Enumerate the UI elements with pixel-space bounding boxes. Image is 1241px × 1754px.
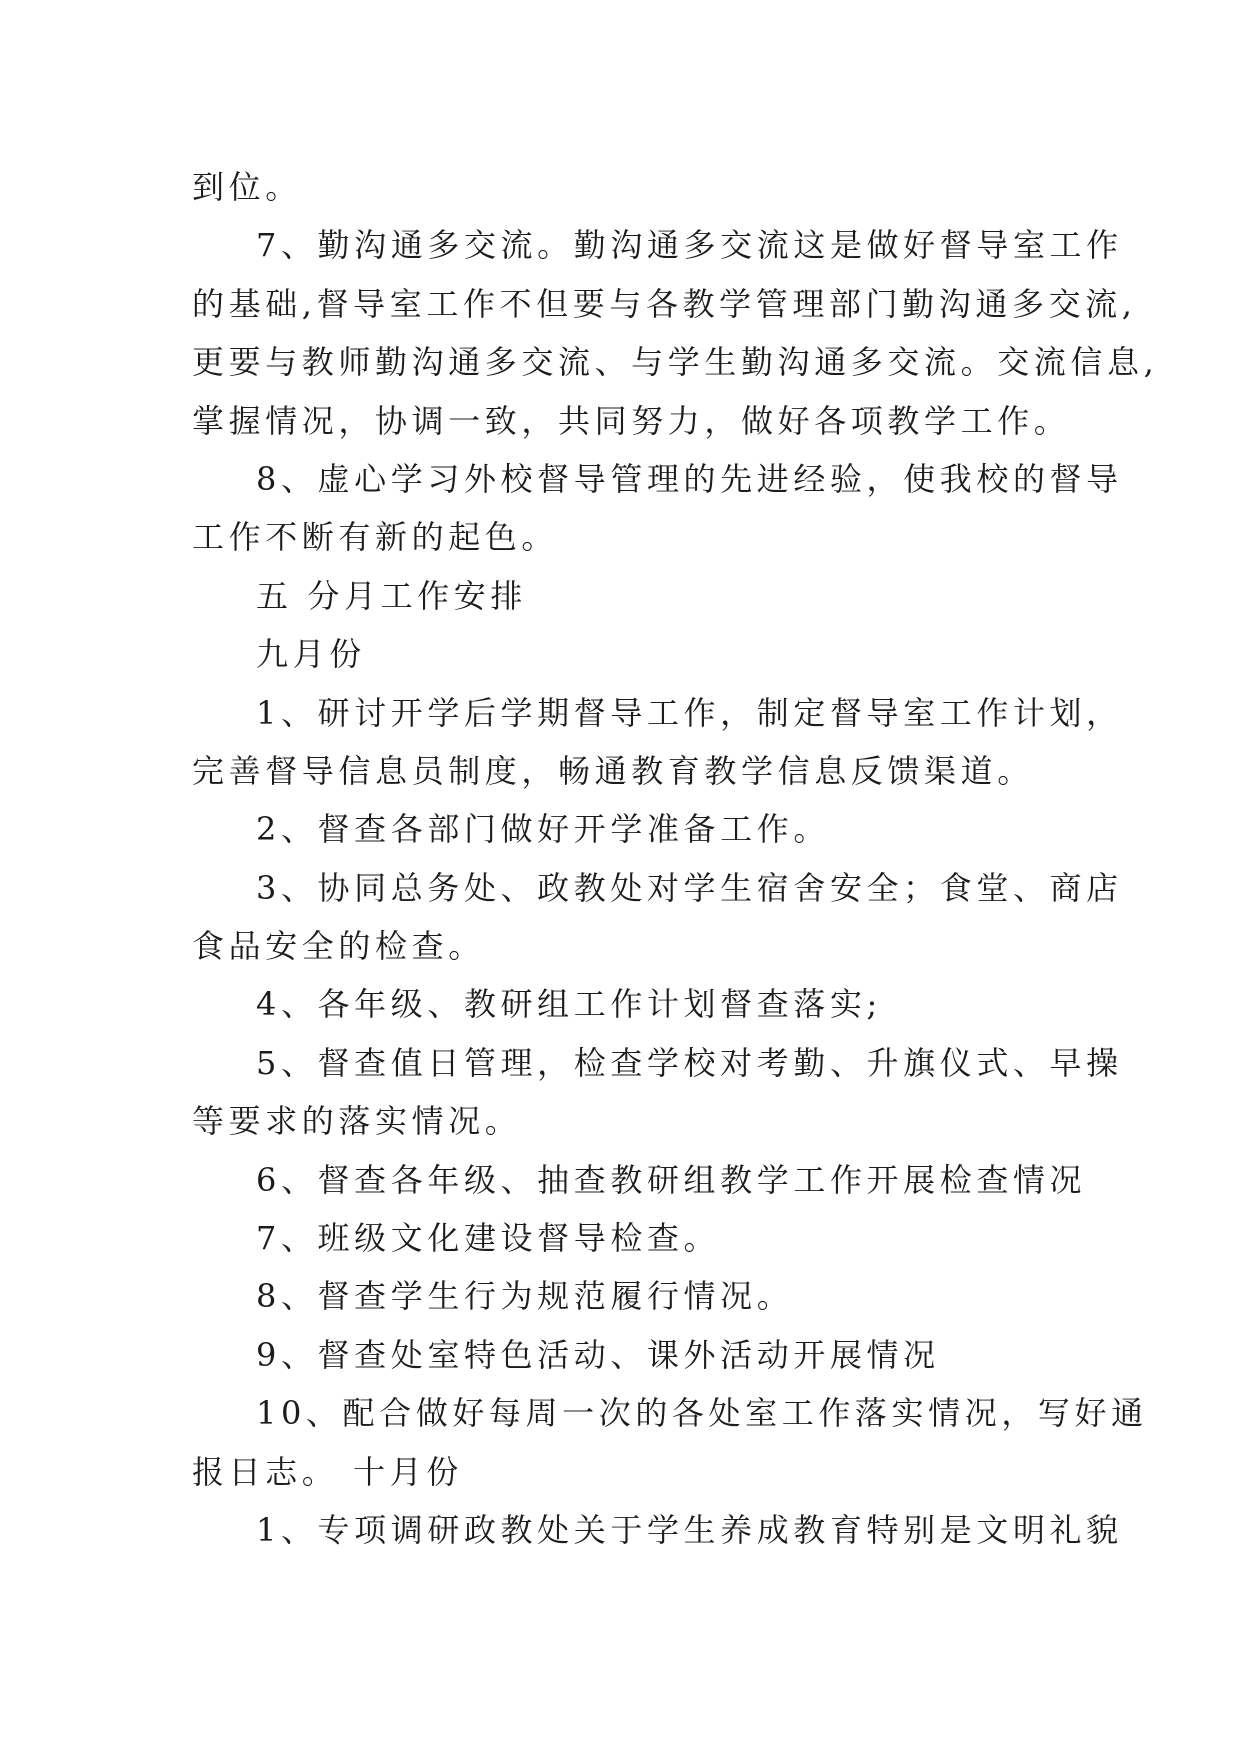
paragraph-sep-8 <box>192 1267 1052 1325</box>
paragraph-sep-10 <box>192 1384 1148 1501</box>
text-line: 6、督查各年级、抽查教研组教学工作开展检查情况 <box>256 1160 1087 1199</box>
text-line: 5、督查值日管理，检查学校对考勤、升旗仪式、早操 <box>256 1043 1123 1082</box>
text-line: 2、督查各部门做好开学准备工作。 <box>256 810 830 849</box>
paragraph-sep-7 <box>192 1209 1052 1267</box>
section-heading-monthly-plan <box>192 567 1052 625</box>
document-body <box>192 158 1159 1559</box>
paragraph-sep-1 <box>192 684 1123 801</box>
text-line: 等要求的落实情况。 <box>192 1102 522 1141</box>
text-line: 食品安全的检查。 <box>192 927 485 966</box>
text-line: 3、协同总务处、政教处对学生宿舍安全；食堂、商店 <box>256 868 1123 907</box>
text-line: 4、各年级、教研组工作计划督查落实; <box>256 985 882 1024</box>
text-line: 工作不断有新的起色。 <box>192 518 559 557</box>
paragraph-oct-1 <box>192 1501 1123 1559</box>
month-heading: 九月份 <box>256 635 366 674</box>
text-line: 更要与教师勤沟通多交流、与学生勤沟通多交流。交流信息, <box>192 343 1159 382</box>
month-heading-september <box>192 625 1052 683</box>
paragraph-item-8 <box>192 450 1123 567</box>
paragraph-sep-6 <box>192 1151 1087 1209</box>
text-line: 9、督查处室特色活动、课外活动开展情况 <box>256 1335 940 1374</box>
paragraph-sep-5 <box>192 1034 1123 1151</box>
paragraph-sep-4 <box>192 975 1052 1033</box>
section-heading: 五 分月工作安排 <box>256 576 527 615</box>
text-line: 的基础,督导室工作不但要与各教学管理部门勤沟通多交流, <box>192 284 1137 323</box>
text-line: 报日志。 十月份 <box>192 1452 463 1491</box>
text-line: 8、督查学生行为规范履行情况。 <box>256 1277 794 1316</box>
paragraph-sep-9 <box>192 1326 1052 1384</box>
text-line: 完善督导信息员制度，畅通教育教学信息反馈渠道。 <box>192 751 1034 790</box>
paragraph-sep-2 <box>192 800 1052 858</box>
text-line: 1、研讨开学后学期督导工作，制定督导室工作计划， <box>256 693 1123 732</box>
paragraph-sep-3 <box>192 859 1123 976</box>
text-line: 7、班级文化建设督导检查。 <box>256 1219 721 1258</box>
text-line: 7、勤沟通多交流。勤沟通多交流这是做好督导室工作 <box>256 226 1123 265</box>
text-line: 1、专项调研政教处关于学生养成教育特别是文明礼貌 <box>256 1510 1123 1549</box>
paragraph-continuation <box>192 158 1052 216</box>
paragraph-item-7 <box>192 216 1159 450</box>
text-line: 到位。 <box>192 168 302 206</box>
text-line: 8、虚心学习外校督导管理的先进经验，使我校的督导 <box>256 459 1123 498</box>
text-line: 掌握情况，协调一致，共同努力，做好各项教学工作。 <box>192 401 1071 440</box>
text-line: 10、配合做好每周一次的各处室工作落实情况，写好通 <box>256 1394 1148 1433</box>
